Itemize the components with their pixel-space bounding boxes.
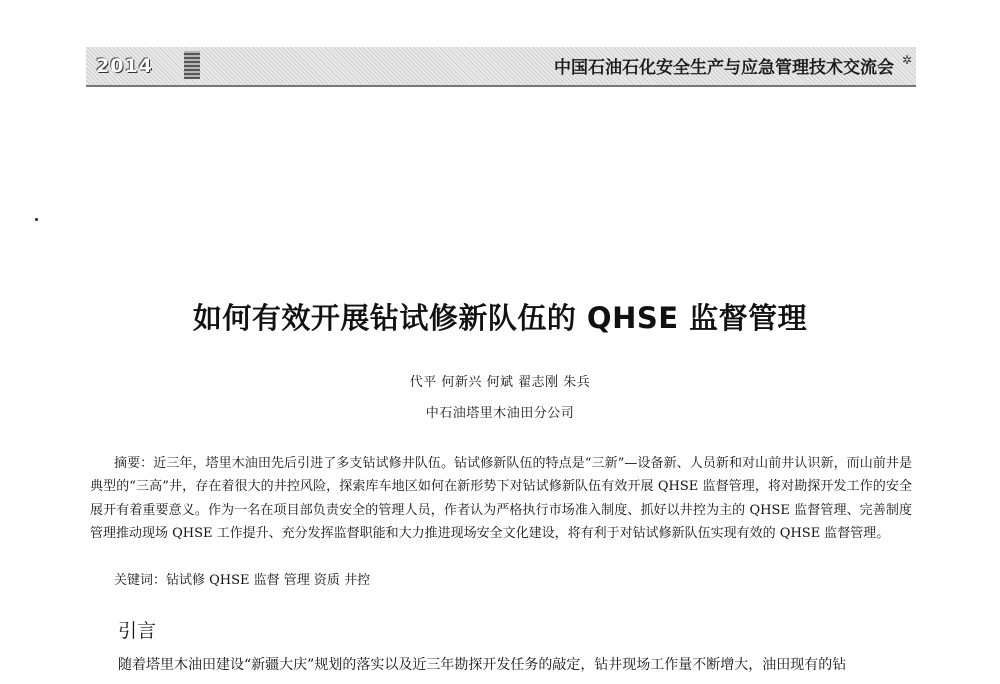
paper-title: 如何有效开展钻试修新队伍的 QHSE 监督管理 <box>192 301 808 335</box>
abstract-label: 摘要： <box>114 456 154 471</box>
scan-speck <box>35 218 38 221</box>
abstract-text: 近三年，塔里木油田先后引进了多支钻试修井队伍。钻试修新队伍的特点是“三新”—设备新、人员新和对山前井认识新，而山前井是典型的“三高”井，存在着很大的井控风险，探索库车地区如何在新形势下对钻试修新队伍有效开展 QHSE 监督管理，将对勘探开发工作的安全展开有着重要意义。作为一名在项目部负责安全的管理人员，作者认为严格执行市场准入制度、抓好以井控为主的 QHSE 监督管理、完善制度管理推动现场 QHSE 工作提升、充分发挥监督职能和大力推进现场安全文化建设，将有利于对钻试修新队伍实现有效的 QHSE 监督管理。 <box>90 456 912 542</box>
affiliation: 中石油塔里木油田分公司 <box>425 406 575 421</box>
body-paragraph: 随着塔里木油田建设“新疆大庆”规划的落实以及近三年勘探开发任务的敲定，钻井现场工作量不断增大，油田现有的钻 <box>118 657 847 673</box>
header-year: 2014 <box>96 55 153 77</box>
abstract <box>90 452 912 546</box>
star-icon: ✲ <box>901 53 912 67</box>
header-band <box>86 47 916 87</box>
keywords <box>114 569 370 588</box>
keywords-label: 关键词： <box>114 573 167 588</box>
section-heading-introduction: 引言 <box>118 620 157 642</box>
conference-title: 中国石油石化安全生产与应急管理技术交流会 <box>554 58 894 78</box>
header-logo-mark <box>184 51 200 79</box>
authors: 代平 何新兴 何斌 翟志刚 朱兵 <box>409 375 591 390</box>
keywords-text: 钻试修 QHSE 监督 管理 资质 井控 <box>166 573 371 588</box>
